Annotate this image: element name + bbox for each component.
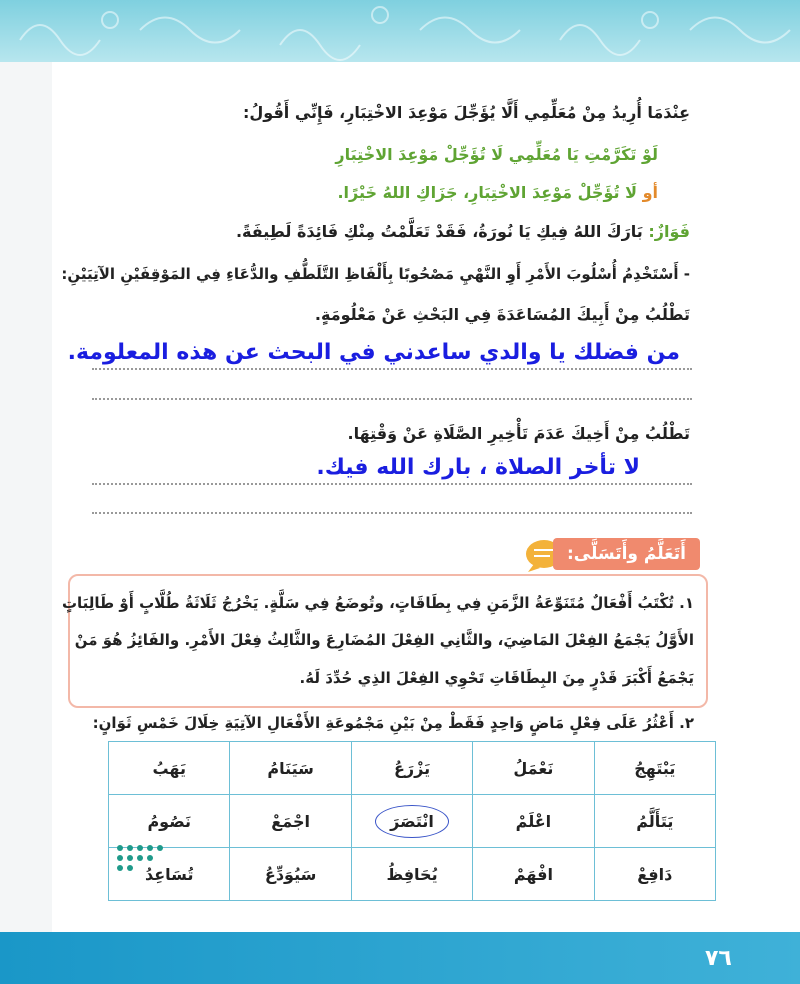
table-row [109,795,716,848]
table-cell: نَصُومُ [109,795,230,848]
speaker-name: فَوَازٌ: [648,222,690,241]
section-header [520,538,700,574]
instruction-line: - أَسْتَخْدِمُ أُسْلُوبَ الأَمْرِ أَوِ النَّهْيِ مَصْحُوبًا بِأَلْفَاظِ التَّلَطُّفِ والدُّعَاءِ فِي المَوْقِفَيْنِ الآتِيَيْنِ: [61,265,690,283]
table-row [109,848,716,901]
table-cell: يُحَافِظُ [351,848,472,901]
answer-line-2 [92,398,692,400]
example-2: لَا تُؤَجِّلْ مَوْعِدَ الاخْتِبَارِ، جَزَاكِ اللهُ خَيْرًا. [337,183,637,202]
table-cell: سَيُوَدِّعُ [230,848,351,901]
task-2: تَطْلُبُ مِنْ أَخِيكَ عَدَمَ تَأْخِيرِ الصَّلَاةِ عَنْ وَقْتِهَا. [347,424,690,443]
section-title: أَتَعَلَّمُ وأَتَسَلَّى: [553,538,700,570]
page-number: ٧٦ [705,946,732,971]
answer-line-1 [92,368,692,370]
speaker-text: بَارَكَ اللهُ فِيكِ يَا نُورَةُ، فَقَدْ تَعَلَّمْتُ مِنْكِ فَائِدَةً لَطِيفَةً. [235,222,643,241]
ministry-logo-icon [112,840,182,880]
table-cell: تُسَاعِدُ [109,848,230,901]
table-cell: اعْلَمْ [473,795,594,848]
activity-1-line-1: ١. تُكْتَبُ أَفْعَالٌ مُتَنَوِّعَةُ الزَّمَنِ فِي بِطَاقَاتٍ، وتُوضَعُ فِي سَلَّةٍ. يَخْرُجُ ثَلَاثَةُ طُلَّابٍ أَوْ طَالِبَاتٍ [61,594,694,612]
activity-1-line-3: يَجْمَعُ أَكْبَرَ قَدْرٍ مِنَ البِطَاقَاتِ تَحْوِي الفِعْلَ الذِي حُدِّدَ لَهُ. [299,669,694,687]
table-cell: يَبْتَهِجُ [594,742,715,795]
table-cell: يَتَأَلَّمُ [594,795,715,848]
answer-2: لا تأخر الصلاة ، بارك الله فيك. [316,455,640,480]
activity-2: ٢. أَعْثُرُ عَلَى فِعْلٍ مَاضٍ وَاحِدٍ فَقَطْ مِنْ بَيْنِ مَجْمُوعَةِ الأَفْعَالِ الآتِيَةِ خِلَالَ خَمْسِ ثَوَانٍ: [92,714,694,732]
table-cell: يَهَبُ [109,742,230,795]
table-cell: سَيَنَامُ [230,742,351,795]
pattern-decoration [0,0,800,62]
top-decorative-band [0,0,800,62]
or-word: أو [642,183,658,202]
circled-answer: انْتَصَرَ [375,805,449,838]
answer-line-4 [92,512,692,514]
activity-1-line-2: الأَوَّلُ يَجْمَعُ الفِعْلَ المَاضِيَ، والثَّانِي الفِعْلَ المُضَارِعَ والثَّالِثُ فِعْلَ الأَمْرِ. والفَائِزُ هُوَ مَنْ [74,631,694,649]
example-1: لَوْ تَكَرَّمْتِ يَا مُعَلِّمِي لَا تُؤَجِّلْ مَوْعِدَ الاخْتِبَارِ [335,145,658,164]
table-cell [351,795,472,848]
table-row [109,742,716,795]
table-cell: نَعْمَلُ [473,742,594,795]
intro-line: عِنْدَمَا أُرِيدُ مِنْ مُعَلِّمِي أَلَّا يُؤَجِّلَ مَوْعِدَ الاخْتِبَارِ، فَإِنِّي أَقُولُ: [243,103,690,122]
table-cell: دَافِعْ [594,848,715,901]
answer-1: من فضلك يا والدي ساعدني في البحث عن هذه المعلومة. [67,340,680,365]
table-cell: يَزْرَعُ [351,742,472,795]
task-1: تَطْلُبُ مِنْ أَبِيكَ المُسَاعَدَةَ فِي البَحْثِ عَنْ مَعْلُومَةٍ. [314,305,690,324]
table-cell: افْهَمْ [473,848,594,901]
bottom-band [0,932,800,984]
verbs-table [108,741,716,901]
table-cell: اجْمَعْ [230,795,351,848]
answer-line-3 [92,483,692,485]
